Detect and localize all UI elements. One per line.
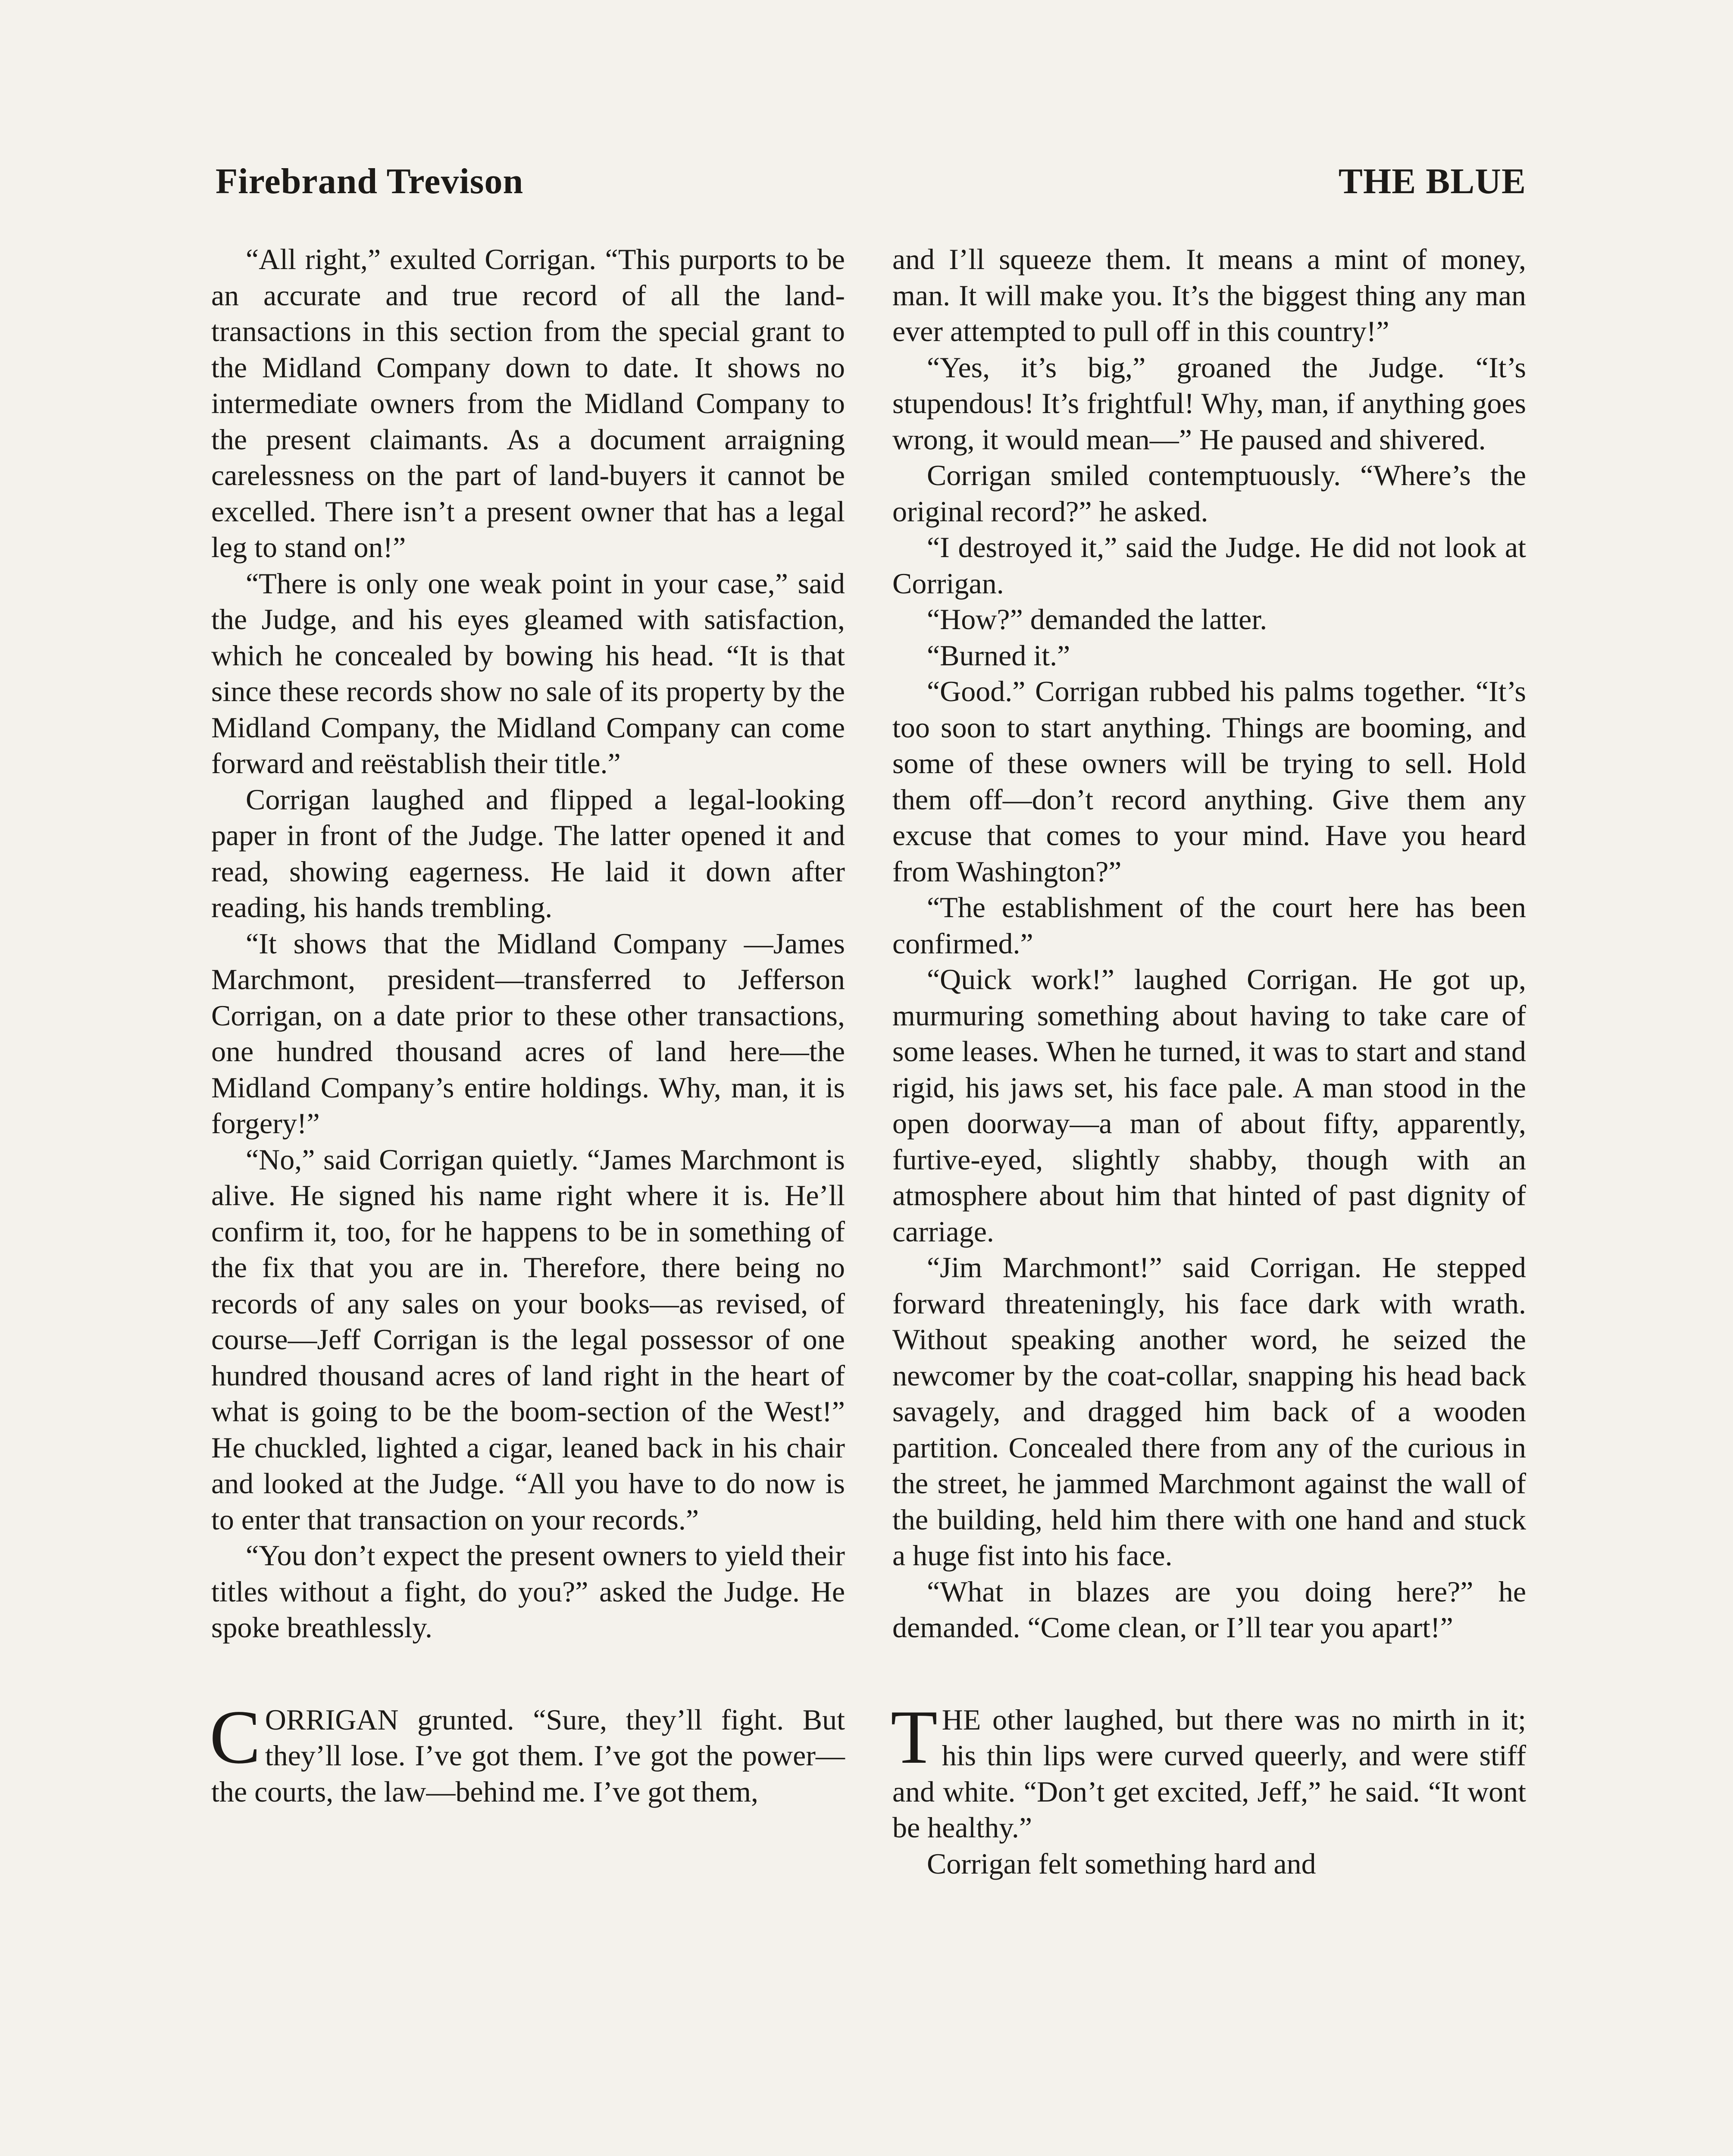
- paragraph: “Good.” Corrigan rubbed his palms together. “It’s too soon to start anything. Things are booming, and some of these owners will be trying to sell. Hold them off—don’t record anything. Give them any excuse that comes to your mind. Have you heard from Washington?”: [892, 675, 1526, 888]
- paragraph: “It shows that the Midland Company —James Marchmont, president—transferred to Jefferson Corrigan, on a date prior to these other transactions, one hundred thousand acres of land here—the Midland Company’s entire holdings. Why, man, it is forgery!”: [211, 927, 845, 1140]
- paragraph: “Yes, it’s big,” groaned the Judge. “It’s stupendous! It’s frightful! Why, man, if anything goes wrong, it would mean—” He paused and shivered.: [892, 351, 1526, 456]
- continued-paragraph: and I’ll squeeze them. It means a mint of money, man. It will make you. It’s the biggest thing any man ever attempted to pull off in this country!”: [892, 243, 1526, 348]
- text-columns: [211, 241, 1526, 1882]
- magazine-title: THE BLUE: [1338, 161, 1526, 201]
- paragraph: “Quick work!” laughed Corrigan. He got up, murmuring something about having to take care of some leases. When he turned, it was to start and stand rigid, his jaws set, his face pale. A man stood in the open doorway—a man of about fifty, apparently, furtive-eyed, slightly shabby, though with an atmosphere about him that hinted of past dignity of carriage.: [892, 963, 1526, 1248]
- paragraph: “Jim Marchmont!” said Corrigan. He stepped forward threateningly, his face dark with wrath. Without speaking another word, he seized the newcomer by the coat-collar, snapping his head back savagely, and dragged him back of a wooden partition. Concealed there from any of the curious in the street, he jammed Marchmont against the wall of the building, held him there with one hand and stuck a huge fist into his face.: [892, 1251, 1526, 1572]
- small-caps-lead: HE: [942, 1703, 981, 1736]
- drop-cap: C: [210, 1694, 261, 1780]
- paragraph: “No,” said Corrigan quietly. “James Marchmont is alive. He signed his name right where it is. He’ll confirm it, too, for he happens to be in something of the fix that you are in. Therefore, there being no records of any sales on your books—as revised, of course—Jeff Corrigan is the legal possessor of one hundred thousand acres of land right in the heart of what is going to be the boom-section of the West!” He chuckled, lighted a cigar, leaned back in his chair and looked at the Judge. “All you have to do now is to enter that transaction on your records.”: [211, 1143, 845, 1536]
- paragraph: “How?” demanded the latter.: [927, 603, 1267, 636]
- story-title: Firebrand Trevison: [216, 161, 524, 201]
- paragraph: “All right,” exulted Corrigan. “This purports to be an accurate and true record of all the land-transactions in this section from the special grant to the Midland Company down to date. It shows no intermediate owners from the Midland Company to the present claimants. As a document arraigning carelessness on the part of land-buyers it cannot be excelled. There isn’t a present owner that has a legal leg to stand on!”: [211, 243, 845, 564]
- small-caps-lead: ORRIGAN: [265, 1703, 399, 1736]
- paragraph: “What in blazes are you doing here?” he demanded. “Come clean, or I’ll tear you apart!”: [892, 1575, 1526, 1644]
- paragraph: “I destroyed it,” said the Judge. He did not look at Corrigan.: [892, 531, 1526, 600]
- paragraph-text: grunted. “Sure, they’ll fight. But they’ll lose. I’ve got them. I’ve got the power—the courts, the law—behind me. I’ve got them,: [211, 1703, 845, 1808]
- paragraph: “Burned it.”: [927, 639, 1070, 672]
- running-head: [216, 160, 1526, 202]
- paragraph: “You don’t expect the present owners to yield their titles without a fight, do you?” asked the Judge. He spoke breathlessly.: [211, 1539, 845, 1644]
- paragraph: “The establishment of the court here has been confirmed.”: [892, 891, 1526, 960]
- paragraph-text: other laughed, but there was no mirth in it; his thin lips were curved queerly, and were stiff and white. “Don’t get excited, Jeff,” he said. “It wont be healthy.”: [892, 1703, 1526, 1844]
- drop-cap-paragraph: [210, 1694, 845, 1810]
- paragraph: Corrigan felt something hard and: [927, 1847, 1316, 1880]
- paragraph: Corrigan smiled contemptuously. “Where’s the original record?” he asked.: [892, 459, 1526, 528]
- paragraph: Corrigan laughed and flipped a legal-looking paper in front of the Judge. The latter opened it and read, showing eagerness. He laid it down after reading, his hands trembling.: [211, 783, 845, 924]
- left-column: [211, 241, 845, 1882]
- paragraph: “There is only one weak point in your case,” said the Judge, and his eyes gleamed with satisfaction, which he concealed by bowing his head. “It is that since these records show no sale of its property by the Midland Company, the Midland Company can come forward and reëstablish their title.”: [211, 567, 845, 780]
- drop-cap: T: [891, 1694, 938, 1780]
- drop-cap-paragraph: [891, 1694, 1526, 1846]
- right-column: [892, 241, 1526, 1882]
